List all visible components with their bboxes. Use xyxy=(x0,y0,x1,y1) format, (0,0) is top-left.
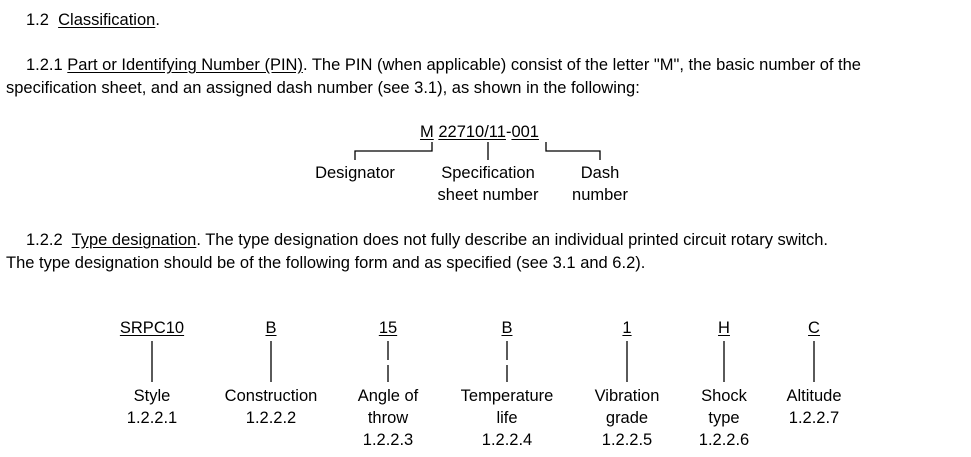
field-ref-style: 1.2.2.1 xyxy=(126,409,178,427)
field-label-vibration-1: Vibration xyxy=(594,387,660,405)
field-label-vibration-2: grade xyxy=(605,409,649,427)
pin-code-spec: 22710/11 xyxy=(438,123,506,141)
pin-code-dash-char: - xyxy=(505,123,512,141)
field-label-angle-1: Angle of xyxy=(357,387,419,405)
dash-number-connector xyxy=(546,142,600,160)
field-label-temperature-1: Temperature xyxy=(460,387,554,405)
designator-connector xyxy=(355,142,432,160)
field-code-altitude: C xyxy=(808,319,820,337)
field-ref-shock: 1.2.2.6 xyxy=(698,431,750,449)
field-code-vibration: 1 xyxy=(622,319,632,337)
type-section-number: 1.2.2 xyxy=(26,231,63,249)
field-label-temperature-2: life xyxy=(496,409,518,427)
field-ref-vibration: 1.2.2.5 xyxy=(601,431,653,449)
label-dash-line-1: Dash xyxy=(580,164,620,182)
pin-paragraph-line-2: specification sheet, and an assigned dash number (see 3.1), as shown in the following: xyxy=(6,79,640,97)
field-label-altitude: Altitude xyxy=(786,387,842,405)
type-paragraph-line-2: The type designation should be of the following form and as specified (see 3.1 and 6.2). xyxy=(6,254,646,272)
field-code-angle: 15 xyxy=(378,319,398,337)
section-title: Classification xyxy=(58,11,156,29)
pin-section-title: Part or Identifying Number (PIN) xyxy=(67,56,303,74)
pin-text-line-1: . The PIN (when applicable) consist of the letter "M", the basic number of the xyxy=(302,56,861,74)
field-ref-altitude: 1.2.2.7 xyxy=(788,409,840,427)
label-dash-line-2: number xyxy=(572,186,628,204)
pin-section-number: 1.2.1 xyxy=(26,56,63,74)
section-number: 1.2 xyxy=(26,11,49,29)
field-ref-angle: 1.2.2.3 xyxy=(362,431,414,449)
field-ref-construction: 1.2.2.2 xyxy=(245,409,297,427)
field-code-temperature: B xyxy=(501,319,513,337)
field-label-angle-2: throw xyxy=(367,409,409,427)
field-label-shock-1: Shock xyxy=(701,387,747,405)
field-code-shock: H xyxy=(718,319,730,337)
section-heading-period: . xyxy=(155,11,160,29)
pin-paragraph-line-1 xyxy=(26,57,861,74)
label-spec-line-2: sheet number xyxy=(437,186,539,204)
field-ref-temperature: 1.2.2.4 xyxy=(481,431,533,449)
type-text-line-1: . The type designation does not fully describe an individual printed circuit rotary switch. xyxy=(196,231,828,249)
label-designator: Designator xyxy=(315,164,395,182)
field-label-style: Style xyxy=(133,387,171,405)
pin-code-m: M xyxy=(420,123,434,141)
field-label-shock-2: type xyxy=(708,409,740,427)
section-heading xyxy=(26,12,160,29)
type-section-title: Type designation xyxy=(71,231,197,249)
type-paragraph-line-1 xyxy=(26,232,828,249)
pin-code xyxy=(420,124,539,141)
pin-code-dashnum: 001 xyxy=(511,123,539,141)
field-code-style: SRPC10 xyxy=(119,319,185,337)
label-spec-line-1: Specification xyxy=(441,164,535,182)
field-code-construction: B xyxy=(265,319,277,337)
field-label-construction: Construction xyxy=(224,387,318,405)
